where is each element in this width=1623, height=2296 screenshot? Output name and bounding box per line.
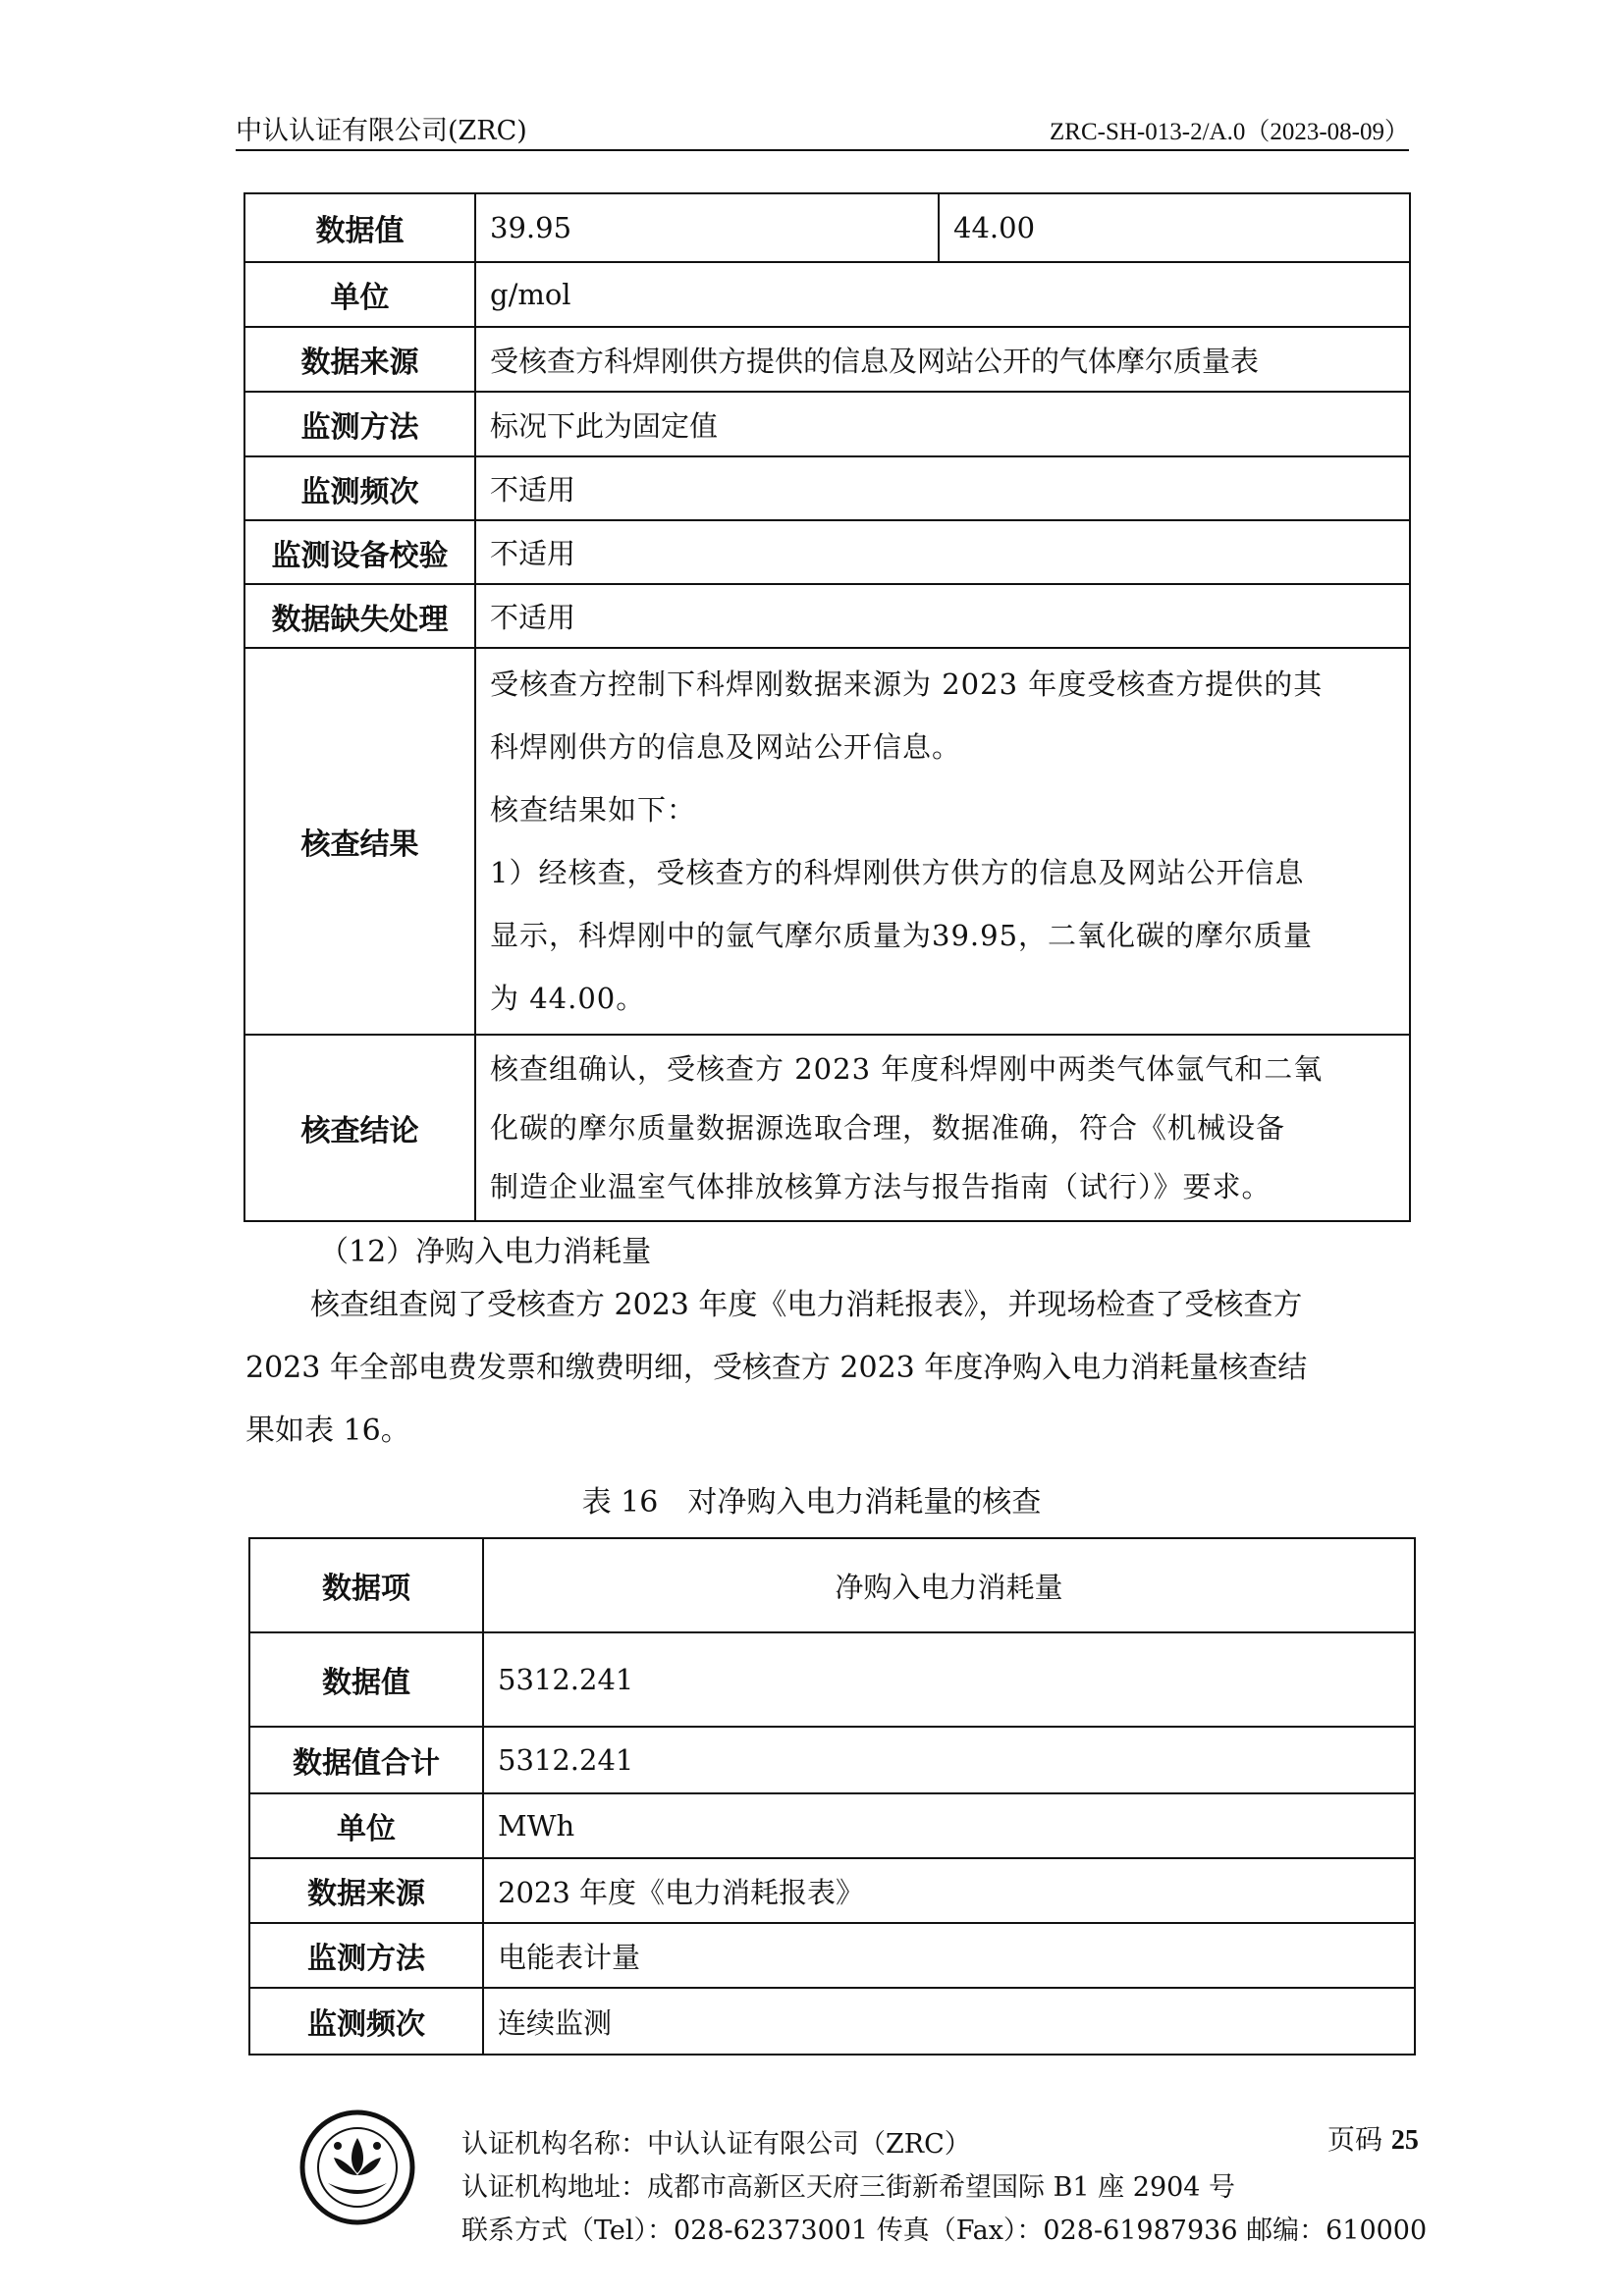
row-value: 连续监测 [483, 1988, 1415, 2055]
table-row [249, 1858, 1415, 1923]
paragraph-line: 2023 年全部电费发票和缴费明细，受核查方 2023 年度净购入电力消耗量核查结 [245, 1351, 1308, 1385]
table-row [244, 520, 1410, 584]
value-co2: 44.00 [939, 193, 1410, 262]
row-label: 监测频次 [249, 1988, 483, 2055]
table-caption: 表 16 对净购入电力消耗量的核查 [581, 1485, 1042, 1520]
row-label: 监测频次 [244, 456, 475, 520]
row-label: 监测方法 [249, 1923, 483, 1988]
header-company: 中认认证有限公司(ZRC) [236, 116, 527, 146]
row-label: 数据值 [249, 1632, 483, 1727]
result-line: 1）经核查，受核查方的科焊刚供方供方的信息及网站公开信息 [490, 856, 1305, 889]
paragraph-line: 果如表 16。 [245, 1414, 410, 1448]
conclusion-label: 核查结论 [244, 1035, 475, 1221]
conclusion-text [475, 1035, 1410, 1221]
table-16 [248, 1537, 1416, 2056]
row-value: 5312.241 [483, 1727, 1415, 1793]
row-value: g/mol [475, 262, 1410, 327]
row-value: 受核查方科焊刚供方提供的信息及网站公开的气体摩尔质量表 [475, 327, 1410, 392]
row-value: 不适用 [475, 456, 1410, 520]
table-row [244, 193, 1410, 262]
page-header [236, 110, 1409, 151]
footer-address: 认证机构地址：成都市高新区天府三街新希望国际 B1 座 2904 号 [461, 2172, 1236, 2203]
result-line: 核查结果如下： [490, 793, 697, 827]
result-line: 受核查方控制下科焊刚数据来源为 2023 年度受核查方提供的其 [490, 667, 1324, 701]
footer-contact: 联系方式（Tel）：028-62373001 传真（Fax）：028-61987936 邮编：610000 [461, 2216, 1428, 2246]
result-label: 核查结果 [244, 648, 475, 1035]
table-row [244, 327, 1410, 392]
page-number-value: 25 [1390, 2125, 1419, 2156]
header-doc-code: ZRC-SH-013-2/A.0（2023-08-09） [1050, 119, 1409, 145]
paragraph-line: 核查组查阅了受核查方 2023 年度《电力消耗报表》，并现场检查了受核查方 [310, 1288, 1303, 1322]
section-paragraph [245, 1274, 1414, 1463]
row-label: 数据项 [249, 1538, 483, 1632]
conclusion-line: 化碳的摩尔质量数据源选取合理，数据准确，符合《机械设备 [490, 1111, 1286, 1145]
result-text [475, 648, 1410, 1035]
table-row [249, 1923, 1415, 1988]
result-line: 科焊刚供方的信息及网站公开信息。 [490, 730, 962, 764]
row-label: 数据值合计 [249, 1727, 483, 1793]
row-value: 标况下此为固定值 [475, 392, 1410, 456]
row-value: 2023 年度《电力消耗报表》 [483, 1858, 1415, 1923]
result-line: 显示，科焊刚中的氩气摩尔质量为39.95，二氧化碳的摩尔质量 [490, 919, 1314, 952]
row-label: 单位 [249, 1793, 483, 1858]
row-value: 不适用 [475, 584, 1410, 648]
page-number [1327, 2118, 1419, 2158]
zrc-seal-logo [298, 2109, 416, 2226]
row-value: 净购入电力消耗量 [483, 1538, 1415, 1632]
value-argon: 39.95 [475, 193, 939, 262]
row-label: 数据缺失处理 [244, 584, 475, 648]
table-row [244, 262, 1410, 327]
row-value: 不适用 [475, 520, 1410, 584]
row-label: 单位 [244, 262, 475, 327]
table-row-conclusion [244, 1035, 1410, 1221]
conclusion-line: 制造企业温室气体排放核算方法与报告指南（试行）》要求。 [490, 1170, 1271, 1203]
table-row [249, 1988, 1415, 2055]
table-row [244, 392, 1410, 456]
verification-table-continued [243, 192, 1411, 1222]
row-value: MWh [483, 1793, 1415, 1858]
row-label: 监测方法 [244, 392, 475, 456]
table-row [249, 1632, 1415, 1727]
table-row [244, 584, 1410, 648]
page-label: 页码 [1327, 2123, 1383, 2156]
row-value: 电能表计量 [483, 1923, 1415, 1988]
table-row [249, 1727, 1415, 1793]
row-label: 监测设备校验 [244, 520, 475, 584]
table-row [244, 456, 1410, 520]
section-heading: （12）净购入电力消耗量 [319, 1235, 652, 1269]
result-line: 为 44.00。 [490, 982, 646, 1015]
footer-org-name: 认证机构名称：中认认证有限公司（ZRC） [461, 2129, 971, 2160]
table-row [249, 1793, 1415, 1858]
table-row [249, 1538, 1415, 1632]
table-row-result [244, 648, 1410, 1035]
row-label: 数据值 [244, 193, 475, 262]
row-value: 5312.241 [483, 1632, 1415, 1727]
row-label: 数据来源 [249, 1858, 483, 1923]
conclusion-line: 核查组确认，受核查方 2023 年度科焊刚中两类气体氩气和二氧 [490, 1052, 1324, 1086]
row-label: 数据来源 [244, 327, 475, 392]
